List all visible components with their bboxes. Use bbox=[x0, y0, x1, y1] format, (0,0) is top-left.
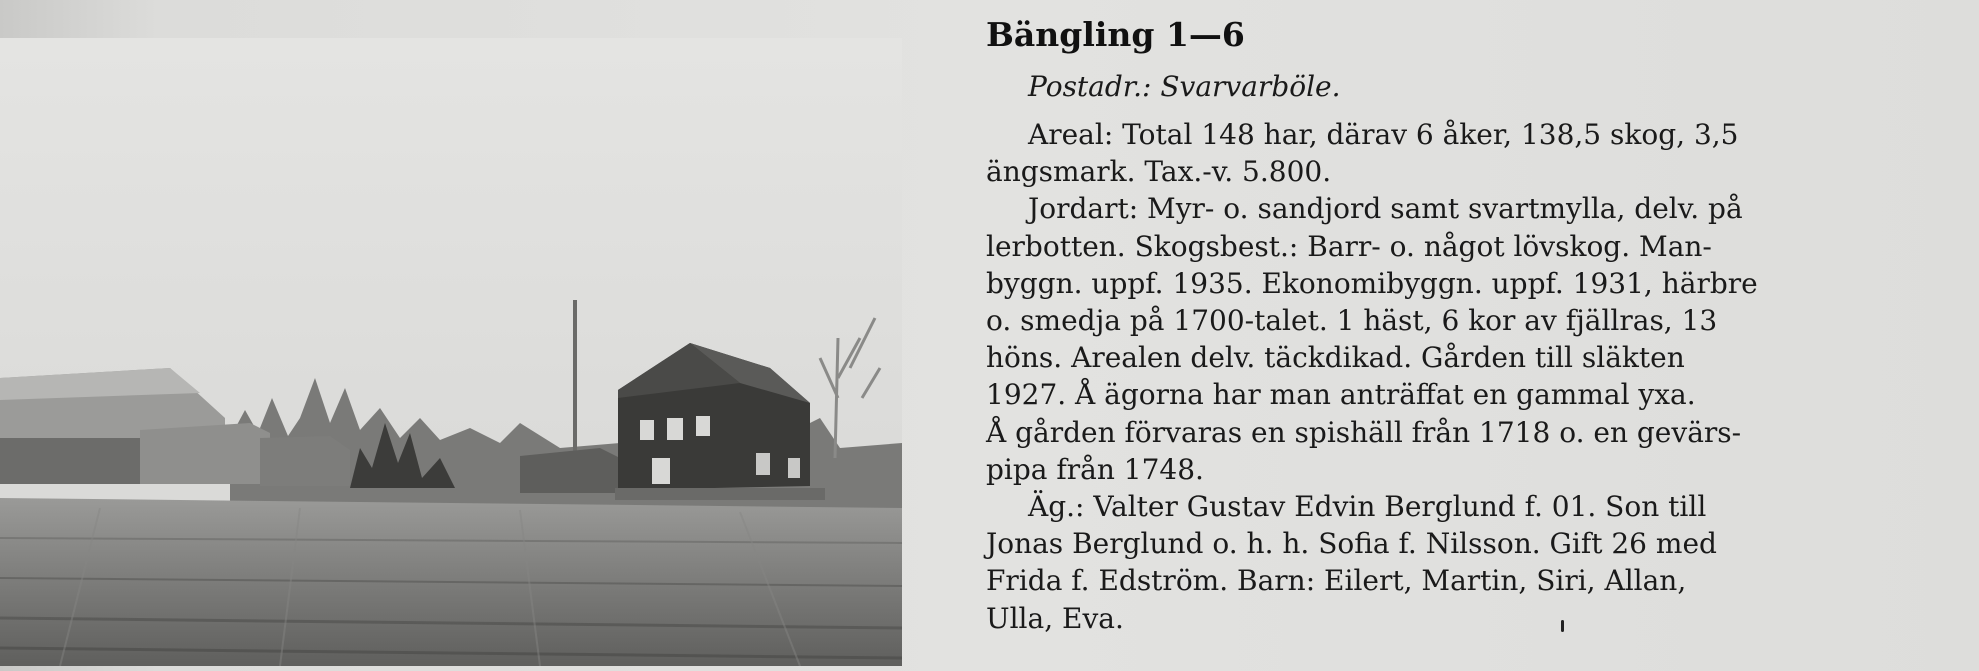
text-line: Jonas Berglund o. h. h. Sofia f. Nilsson. Gift 26 med bbox=[986, 527, 1717, 561]
text-line: höns. Arealen delv. täckdikad. Gården till släkten bbox=[986, 341, 1685, 375]
text-line: lerbotten. Skogsbest.: Barr- o. något lövskog. Man- bbox=[986, 229, 1712, 263]
text-line: Frida f. Edström. Barn: Eilert, Martin, Siri, Allan, bbox=[986, 564, 1687, 598]
text-line: Å gården förvaras en spishäll från 1718 o. en gevärs- bbox=[986, 415, 1742, 449]
paragraph-jordart bbox=[986, 190, 1936, 488]
farm-photograph bbox=[0, 38, 902, 666]
paragraph-owner bbox=[986, 488, 1936, 637]
farm-title: Bängling 1—6 bbox=[986, 15, 1245, 54]
ink-speck bbox=[1561, 620, 1564, 632]
text-line: Ulla, Eva. bbox=[986, 601, 1124, 635]
text-line: byggn. uppf. 1935. Ekonomibyggn. uppf. 1931, härbre bbox=[986, 266, 1758, 300]
farm-photo-illustration bbox=[0, 38, 902, 666]
text-line: ängsmark. Tax.-v. 5.800. bbox=[986, 155, 1332, 189]
text-line: pipa från 1748. bbox=[986, 452, 1204, 486]
text-line: 1927. Å ägorna har man anträffat en gammal yxa. bbox=[986, 378, 1696, 412]
text-line: Jordart: Myr- o. sandjord samt svartmylla, delv. på bbox=[1028, 192, 1743, 226]
paragraph-areal bbox=[986, 116, 1936, 190]
postal-address: Postadr.: Svarvarböle. bbox=[1028, 70, 1341, 103]
text-line: Areal: Total 148 har, därav 6 åker, 138,5 skog, 3,5 bbox=[1028, 118, 1739, 151]
text-line: o. smedja på 1700-talet. 1 häst, 6 kor av fjällras, 13 bbox=[986, 304, 1718, 338]
text-column bbox=[986, 12, 1936, 637]
text-line: Äg.: Valter Gustav Edvin Berglund f. 01. Son till bbox=[1028, 490, 1707, 524]
